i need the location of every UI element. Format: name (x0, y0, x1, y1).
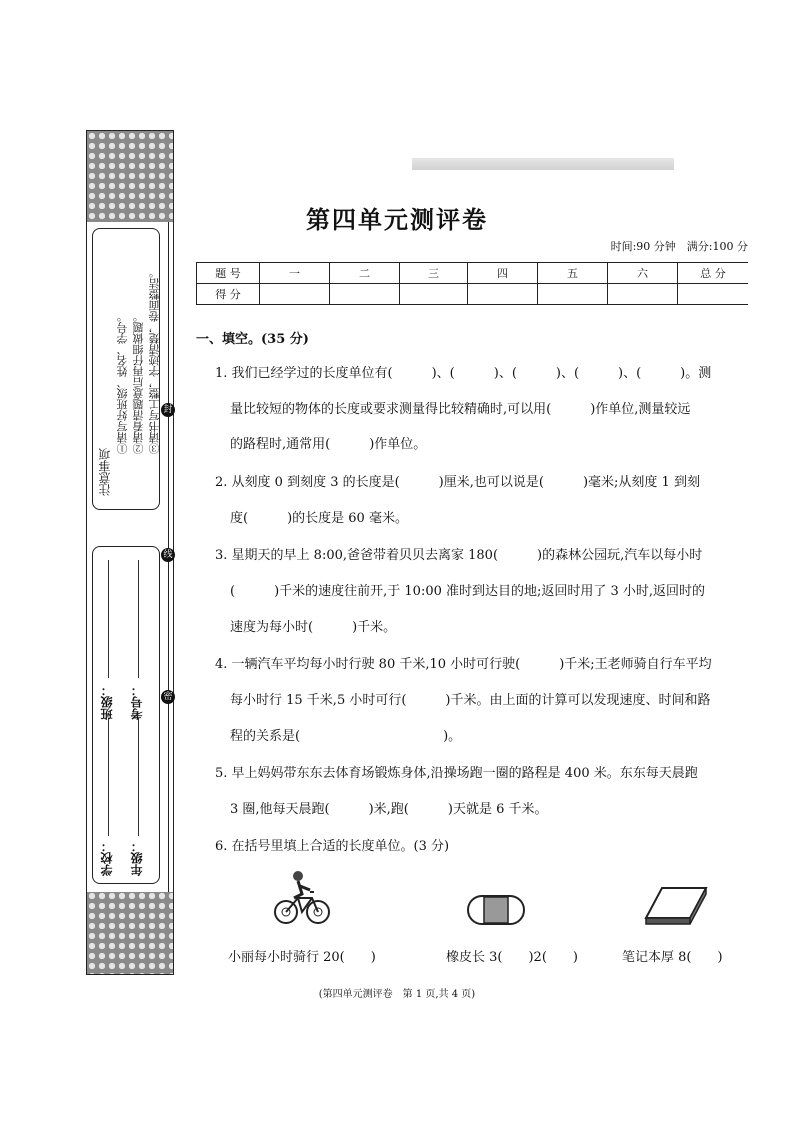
score-cell[interactable] (538, 284, 608, 305)
student-no-field[interactable] (138, 560, 139, 678)
score-cell[interactable] (400, 284, 468, 305)
seal-mark-feng: 封 (161, 403, 175, 417)
question-5-line-1: 5. 早上妈妈带东东去体育场锻炼身体,沿操场跑一圈的路程是 400 米。东东每天晨跑 (215, 766, 698, 781)
class-label: 班级： (100, 684, 114, 720)
question-6-line-1: 6. 在括号里填上合适的长度单位。(3 分) (215, 839, 450, 854)
question-3-line-1: 3. 星期天的早上 8:00,爸爸带着贝贝去离家 180( )的森林公园玩,汽车以每小时 (215, 548, 703, 563)
eraser-icon (466, 892, 526, 928)
score-table-header-row (197, 263, 749, 284)
notice-item-1: ①请写好班级、姓名、学号。 (116, 311, 129, 454)
score-table-score-row (197, 284, 749, 305)
grade-field[interactable] (138, 718, 139, 836)
score-cell[interactable] (260, 284, 330, 305)
table-cell: 六 (608, 263, 678, 284)
question-1-line-1: 1. 我们已经学过的长度单位有( )、( )、( )、( )、( )。测 (215, 366, 712, 381)
score-table (196, 262, 748, 305)
school-field[interactable] (108, 718, 109, 836)
notice-item-2: ②请看清题意后再仔细做题。 (132, 311, 145, 454)
table-cell: 题 号 (197, 263, 260, 284)
caption-notebook: 笔记本厚 8( ) (622, 950, 723, 965)
table-cell: 五 (538, 263, 608, 284)
question-5-line-2: 3 圈,他每天晨跑( )米,跑( )天就是 6 千米。 (230, 802, 548, 817)
caption-bicycle: 小丽每小时骑行 20( ) (228, 950, 376, 965)
notebook-icon (642, 884, 710, 928)
table-cell: 二 (330, 263, 400, 284)
seal-mark-xian: 线 (161, 548, 175, 562)
question-4-line-1: 4. 一辆汽车平均每小时行驶 80 千米,10 小时可行驶( )千米;王老师骑自行车平均 (215, 657, 712, 672)
school-label: 学校： (100, 840, 114, 876)
table-cell: 三 (400, 263, 468, 284)
seal-mark-mi: 密 (161, 690, 175, 704)
question-2-line-2: 度( )的长度是 60 毫米。 (230, 511, 408, 526)
table-cell: 一 (260, 263, 330, 284)
question-1-line-2: 量比较短的物体的长度或要求测量得比较精确时,可以用( )作单位,测量较远 (230, 402, 691, 417)
question-2-line-1: 2. 从刻度 0 到刻度 3 的长度是( )厘米,也可以说是( )毫米;从刻度 1 到刻 (215, 475, 700, 490)
table-cell: 得 分 (197, 284, 260, 305)
question-3-line-2: ( )千米的速度往前开,于 10:00 准时到达目的地;返回时用了 3 小时,返回时的 (230, 584, 706, 599)
question-1-line-3: 的路程时,通常用( )作单位。 (230, 437, 427, 452)
score-cell[interactable] (678, 284, 749, 305)
table-cell: 总 分 (678, 263, 749, 284)
time-info: 时间:90 分钟 满分:100 分 (610, 240, 748, 253)
caption-eraser: 橡皮长 3( )2( ) (446, 950, 578, 965)
question-3-line-3: 速度为每小时( )千米。 (230, 620, 397, 635)
score-cell[interactable] (330, 284, 400, 305)
notice-item-3: ③请书写工整，字迹清楚，卷面整洁。 (148, 267, 161, 454)
table-cell: 四 (468, 263, 538, 284)
question-4-line-2: 每小时行 15 千米,5 小时可行( )千米。由上面的计算可以发现速度、时间和路 (230, 693, 711, 708)
score-cell[interactable] (468, 284, 538, 305)
student-no-label: 考号： (130, 684, 144, 720)
bicycle-rider-icon (272, 868, 332, 928)
header-bar (412, 158, 674, 170)
page-title: 第四单元测评卷 (306, 205, 488, 234)
grade-label: 年级： (130, 840, 144, 876)
class-field[interactable] (108, 560, 109, 678)
question-4-line-3: 程的关系是( )。 (230, 729, 462, 744)
page-footer: (第四单元测评卷 第 1 页,共 4 页) (318, 989, 476, 1000)
section-heading: 一、填空。(35 分) (196, 332, 309, 347)
score-cell[interactable] (608, 284, 678, 305)
notice-title: 注意事项 (98, 448, 112, 496)
